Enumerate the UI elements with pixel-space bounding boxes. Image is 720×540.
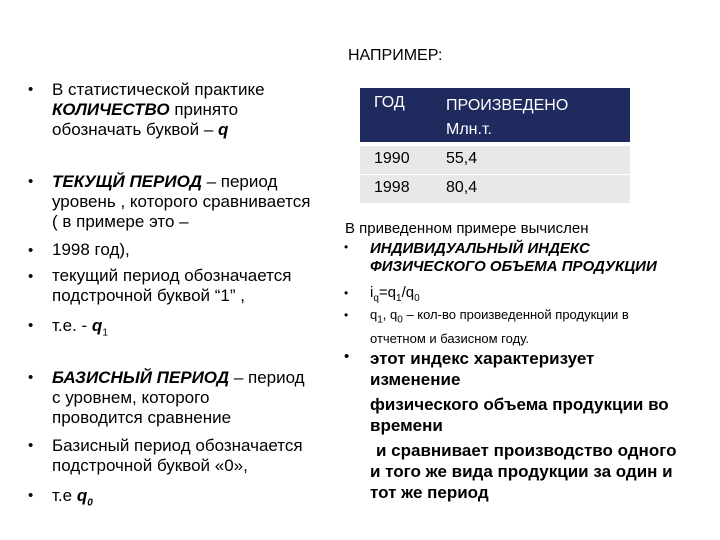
- bullet: •: [28, 317, 34, 334]
- table-row: [360, 174, 630, 203]
- cell-value: 55,4: [446, 150, 478, 167]
- paragraph-quantity: В статистической практике КОЛИЧЕСТВО принято обозначать буквой – q: [52, 80, 265, 139]
- paragraph-year: 1998 год),: [52, 240, 130, 259]
- cell-year: 1990: [374, 150, 410, 167]
- production-table: [360, 88, 630, 203]
- paragraph-base-notation: Базисный период обозначается подстрочной буквой «0»,: [52, 436, 303, 475]
- bullet: •: [28, 487, 34, 504]
- paragraph-q1: т.е. - $q_1$: [52, 316, 108, 339]
- header-year: ГОД: [374, 94, 405, 111]
- bullet: •: [28, 268, 34, 285]
- quantity-explanation: $q_1$, $q_0 - кол-во$ произведенной продукции в отчетном и базисном году.: [370, 307, 629, 346]
- header-produced: ПРОИЗВЕДЕНО Млн.т.: [446, 97, 569, 138]
- bullet: •: [28, 173, 34, 190]
- index-title: ИНДИВИДУАЛЬНЫЙ ИНДЕКС ФИЗИЧЕСКОГО ОБЪЕМА ПРОДУКЦИИ: [370, 240, 657, 275]
- bullet: •: [28, 242, 34, 259]
- bullet: •: [344, 240, 349, 254]
- bullet: •: [28, 369, 34, 386]
- bullet: •: [28, 81, 34, 98]
- index-characterization: этот индекс характеризует изменение физического объема продукции во времени и сравнивает производство одного и того же вида продукции за один и тот же период: [370, 349, 677, 502]
- table-header: [360, 88, 630, 142]
- paragraph-current-period: ТЕКУЩЙ ПЕРИОД – период уровень , которого сравнивается ( в примере это –: [52, 172, 311, 231]
- paragraph-base-period: БАЗИСНЫЙ ПЕРИОД – период с уровнем, которого проводится сравнение: [52, 368, 305, 427]
- index-formula: $i_q=q_1/q_0$: [370, 284, 420, 304]
- bullet: •: [28, 437, 34, 454]
- page-heading: НАПРИМЕР:: [348, 47, 443, 64]
- cell-value: 80,4: [446, 179, 478, 196]
- table-row: [360, 145, 630, 174]
- bullet: •: [344, 348, 350, 365]
- paragraph-current-notation: текущий период обозначается подстрочной буквой “1” ,: [52, 266, 292, 305]
- bullet: •: [344, 286, 349, 300]
- cell-year: 1998: [374, 179, 410, 196]
- paragraph-q0: т.е $q_0$: [52, 486, 93, 509]
- bullet: •: [344, 308, 349, 322]
- example-intro: В приведенном примере вычислен: [345, 220, 589, 237]
